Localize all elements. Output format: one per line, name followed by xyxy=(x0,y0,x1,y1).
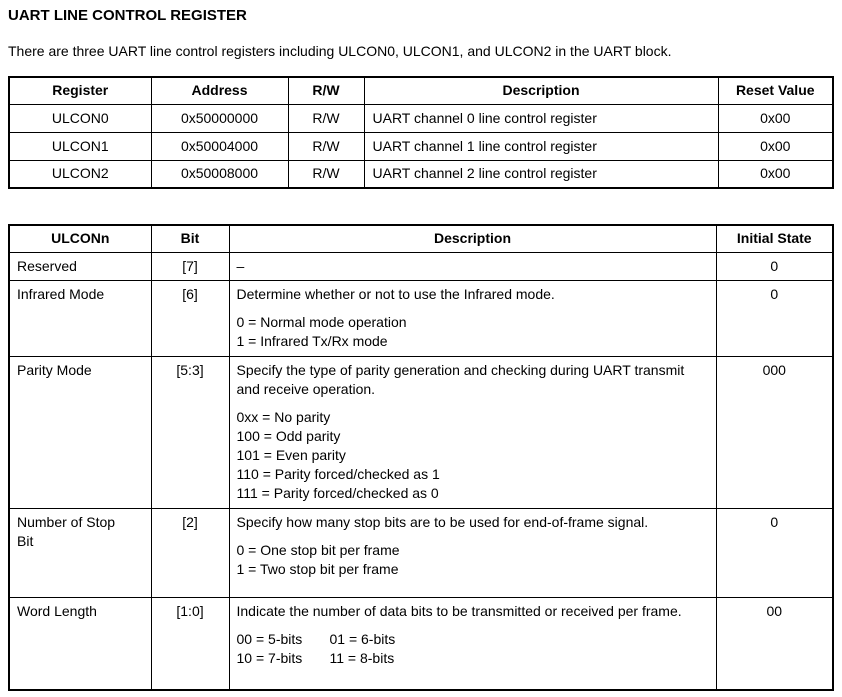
bit-field-table xyxy=(8,224,834,691)
field-description xyxy=(229,356,716,508)
register-description: UART channel 2 line control register xyxy=(364,160,718,188)
header-field-description: Description xyxy=(229,225,716,252)
register-rw: R/W xyxy=(288,160,364,188)
register-address: 0x50000000 xyxy=(151,104,288,132)
field-name: Reserved xyxy=(9,252,151,280)
value-line: 1 = Infrared Tx/Rx mode xyxy=(236,332,388,349)
page-title: UART LINE CONTROL REGISTER xyxy=(8,7,247,24)
value-line: 00 = 5-bits 01 = 6-bits xyxy=(236,630,396,647)
value-line: 101 = Even parity xyxy=(236,446,346,463)
header-register: Register xyxy=(9,77,151,104)
value-line: 110 = Parity forced/checked as 1 xyxy=(236,465,440,482)
header-bit: Bit xyxy=(151,225,229,252)
field-description xyxy=(229,597,716,690)
field-bit: [6] xyxy=(151,280,229,356)
header-rw: R/W xyxy=(288,77,364,104)
value-line: 111 = Parity forced/checked as 0 xyxy=(236,484,439,501)
intro-paragraph: There are three UART line control registers including ULCON0, ULCON1, and ULCON2 in the UART block. xyxy=(8,43,672,59)
field-description-summary: Determine whether or not to use the Infrared mode. xyxy=(236,285,555,302)
field-row-reserved xyxy=(9,252,833,280)
field-row-number-of-stop-bit xyxy=(9,508,833,597)
field-table-header-row xyxy=(9,225,833,252)
register-summary-table xyxy=(8,76,834,189)
register-address: 0x50008000 xyxy=(151,160,288,188)
field-description: – xyxy=(229,252,716,280)
register-reset-value: 0x00 xyxy=(718,160,833,188)
field-bit: [2] xyxy=(151,508,229,597)
field-name: Word Length xyxy=(9,597,151,690)
value-line: 0 = Normal mode operation xyxy=(236,313,407,330)
register-name: ULCON2 xyxy=(9,160,151,188)
register-reset-value: 0x00 xyxy=(718,104,833,132)
value-line: 100 = Odd parity xyxy=(236,427,341,444)
value-line: 10 = 7-bits 11 = 8-bits xyxy=(236,649,395,666)
field-row-infrared-mode xyxy=(9,280,833,356)
field-description-summary: Indicate the number of data bits to be transmitted or received per frame. xyxy=(236,602,682,619)
field-initial-state: 0 xyxy=(716,252,833,280)
register-rw: R/W xyxy=(288,104,364,132)
header-initial-state: Initial State xyxy=(716,225,833,252)
field-description xyxy=(229,508,716,597)
field-bit: [5:3] xyxy=(151,356,229,508)
field-initial-state: 0 xyxy=(716,280,833,356)
table-row-ulcon2 xyxy=(9,160,833,188)
field-name: Number of Stop Bit xyxy=(9,508,151,597)
register-name: ULCON0 xyxy=(9,104,151,132)
value-line: 0xx = No parity xyxy=(236,408,331,425)
field-description-values xyxy=(237,630,708,668)
header-ulconn: ULCONn xyxy=(9,225,151,252)
field-row-word-length xyxy=(9,597,833,690)
field-description-values xyxy=(237,541,708,579)
field-description-values xyxy=(237,313,708,351)
header-description: Description xyxy=(364,77,718,104)
register-name: ULCON1 xyxy=(9,132,151,160)
table-row-ulcon0 xyxy=(9,104,833,132)
value-line: 1 = Two stop bit per frame xyxy=(236,560,399,577)
field-name: Parity Mode xyxy=(9,356,151,508)
field-description-summary: Specify how many stop bits are to be used for end-of-frame signal. xyxy=(236,513,649,530)
header-reset-value: Reset Value xyxy=(718,77,833,104)
register-rw: R/W xyxy=(288,132,364,160)
field-initial-state: 0 xyxy=(716,508,833,597)
value-line: 0 = One stop bit per frame xyxy=(236,541,400,558)
field-description-summary: Specify the type of parity generation and checking during UART transmit and receive operation. xyxy=(236,361,685,397)
field-initial-state: 000 xyxy=(716,356,833,508)
field-description-values xyxy=(237,408,708,503)
register-table-header-row xyxy=(9,77,833,104)
field-name: Infrared Mode xyxy=(9,280,151,356)
field-description xyxy=(229,280,716,356)
header-address: Address xyxy=(151,77,288,104)
table-row-ulcon1 xyxy=(9,132,833,160)
field-bit: [1:0] xyxy=(151,597,229,690)
register-description: UART channel 0 line control register xyxy=(364,104,718,132)
field-bit: [7] xyxy=(151,252,229,280)
field-initial-state: 00 xyxy=(716,597,833,690)
register-reset-value: 0x00 xyxy=(718,132,833,160)
register-description: UART channel 1 line control register xyxy=(364,132,718,160)
field-row-parity-mode xyxy=(9,356,833,508)
register-address: 0x50004000 xyxy=(151,132,288,160)
